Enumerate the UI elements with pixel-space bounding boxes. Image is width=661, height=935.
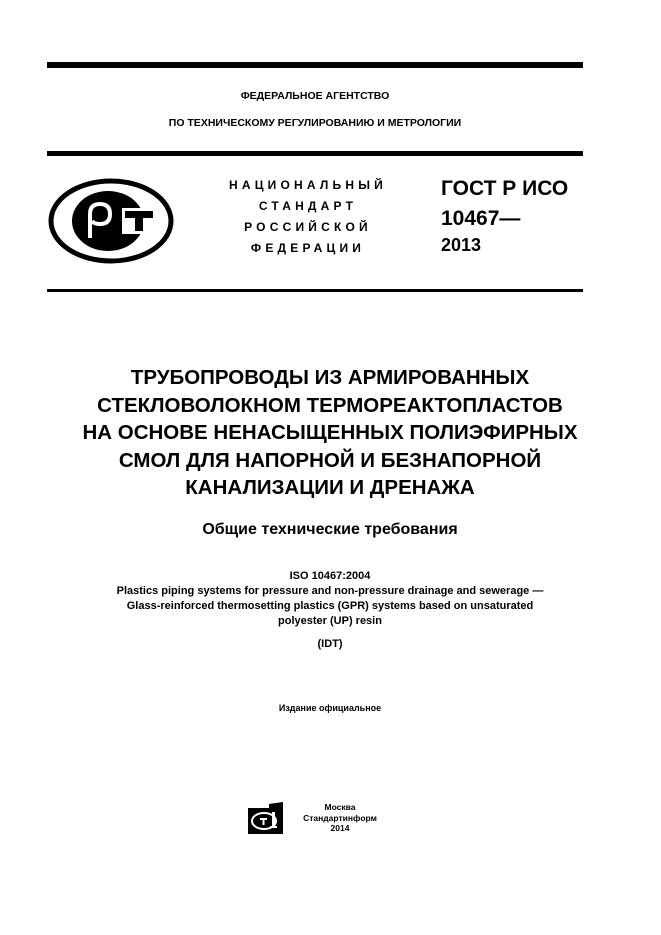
iso-title-line: polyester (UP) resin <box>278 615 382 627</box>
top-rule <box>47 62 583 68</box>
publisher-info <box>290 802 390 834</box>
agency-line-1: ФЕДЕРАЛЬНОЕ АГЕНТСТВО <box>240 90 390 102</box>
national-standard-label <box>212 175 404 259</box>
title-line: ТРУБОПРОВОДЫ ИЗ АРМИРОВАННЫХ <box>130 366 530 389</box>
iso-title-line: Plastics piping systems for pressure and non-pressure drainage and sewerage — <box>116 585 544 597</box>
publisher-city: Москва <box>324 802 356 812</box>
publisher-name: Стандартинформ <box>303 812 377 823</box>
document-title <box>40 364 620 502</box>
standartinform-logo-icon <box>247 802 285 834</box>
designation-line: 10467— <box>441 207 521 230</box>
iso-reference <box>40 569 620 629</box>
title-line: КАНАЛИЗАЦИИ И ДРЕНАЖА <box>185 476 475 499</box>
designation-line: ГОСТ Р ИСО <box>441 177 569 200</box>
document-subtitle: Общие технические требования <box>202 521 458 538</box>
national-standard-line: РОССИЙСКОЙ <box>244 220 372 234</box>
edition-label: Издание официальное <box>278 703 382 713</box>
equivalence-label: (IDT) <box>317 638 343 650</box>
title-line: СТЕКЛОВОЛОКНОМ ТЕРМОРЕАКТОПЛАСТОВ <box>97 393 563 417</box>
agency-line-2: ПО ТЕХНИЧЕСКОМУ РЕГУЛИРОВАНИЮ И МЕТРОЛОГИИ <box>168 117 462 129</box>
standard-designation <box>441 174 568 256</box>
national-standard-line: НАЦИОНАЛЬНЫЙ <box>228 178 388 192</box>
designation-line: 2013 <box>441 235 482 255</box>
iso-title-line: Glass-reinforced thermosetting plastics (GPR) systems based on unsaturated <box>126 600 534 612</box>
iso-code: ISO 10467:2004 <box>289 570 371 582</box>
national-standard-line: ФЕДЕРАЦИИ <box>250 241 366 255</box>
header-rule <box>47 151 583 156</box>
title-line: СМОЛ ДЛЯ НАПОРНОЙ И БЕЗНАПОРНОЙ <box>118 448 542 472</box>
title-line: НА ОСНОВЕ НЕНАСЫЩЕННЫХ ПОЛИЭФИРНЫХ <box>82 421 578 444</box>
publication-year: 2014 <box>330 823 350 833</box>
block-rule <box>47 289 583 292</box>
national-standard-line: СТАНДАРТ <box>258 199 358 213</box>
rst-logo-icon <box>48 178 174 264</box>
